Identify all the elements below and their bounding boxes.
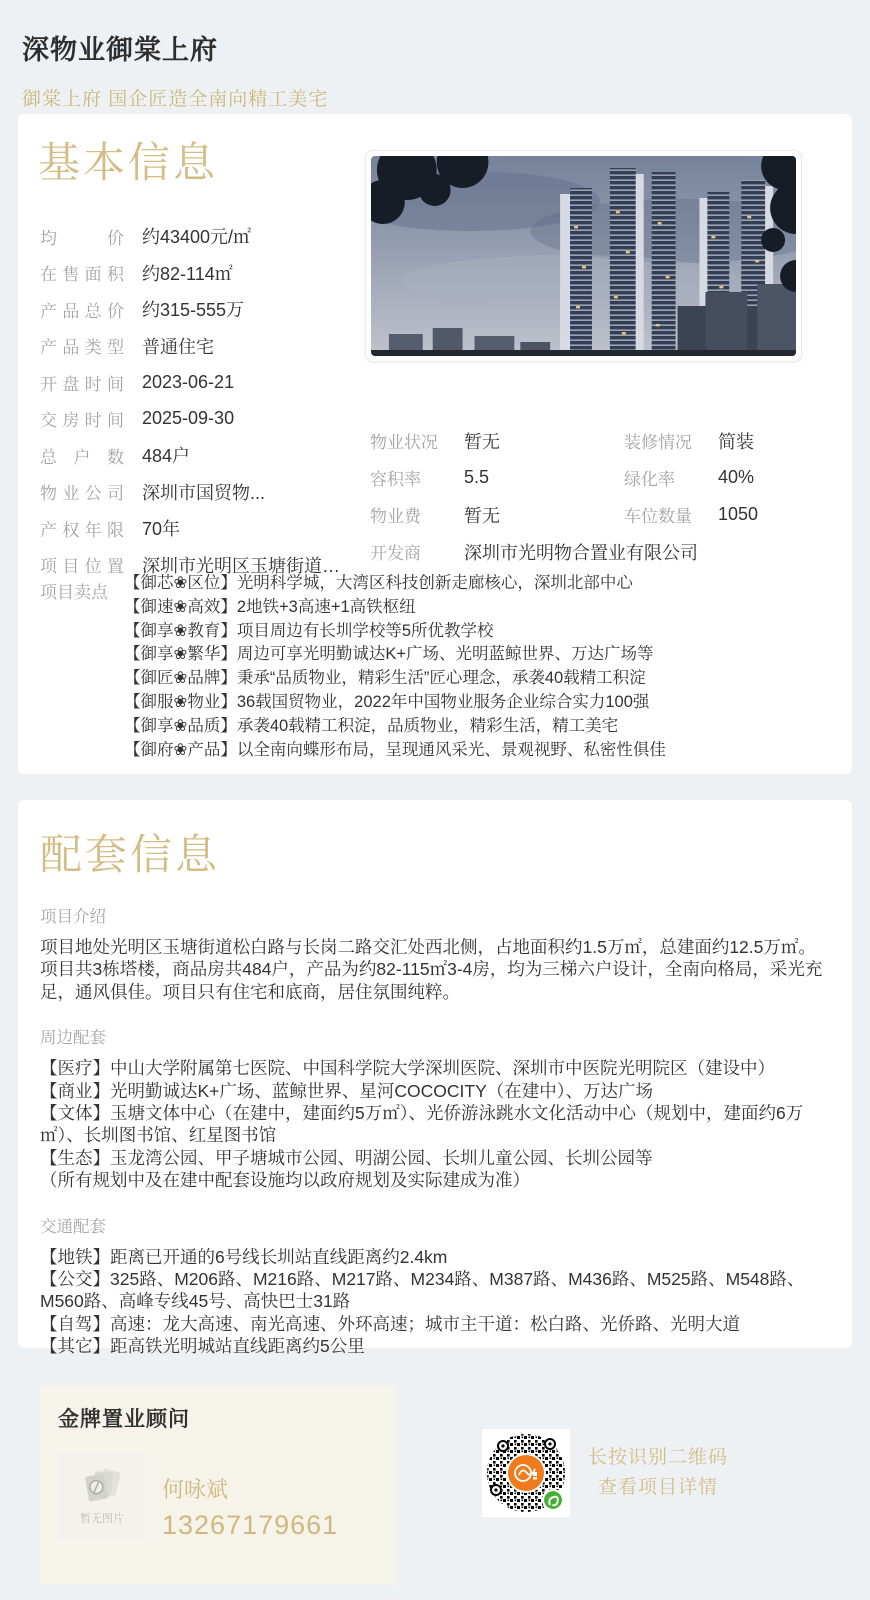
advisor-photo-placeholder	[58, 1453, 146, 1541]
selling-point: 【御匠❀品牌】秉承“品质物业，精彩生活”匠心理念，承袭40载精工积淀	[124, 669, 646, 688]
no-image-icon	[80, 1468, 124, 1506]
selling-point: 【御享❀教育】项目周边有长圳学校等5所优教学校	[124, 621, 494, 640]
transport-item: 【自驾】高速：龙大高速、南光高速、外环高速；城市主干道：松白路、光侨路、光明大道	[40, 1313, 740, 1334]
selling-point: 【御速❀高效】2地铁+3高速+1高铁枢纽	[124, 597, 416, 616]
qr-code[interactable]	[482, 1429, 570, 1517]
qr-code-render	[482, 1429, 570, 1517]
page-title: 深物业御棠上府	[22, 35, 218, 65]
selling-point: 【御府❀产品】以全南向蝶形布局，呈现通风采光、景观视野、私密性俱佳	[124, 740, 666, 759]
selling-point: 【御享❀繁华】周边可享光明勤诚达K+广场、光明蓝鲸世界、万达广场等	[124, 645, 654, 664]
info-value: 约82-114㎡	[142, 263, 233, 284]
info-value: 484户	[142, 446, 191, 467]
info-value: 40%	[718, 467, 755, 487]
selling-point: 【御服❀物业】36载国贸物业，2022年中国物业服务企业综合实力100强	[124, 692, 650, 711]
selling-points-list	[124, 572, 834, 762]
info-label: 在售面积	[40, 265, 124, 285]
nearby-section-label: 周边配套	[40, 1029, 106, 1048]
advisor-identity	[162, 1473, 338, 1541]
nearby-item: 【医疗】中山大学附属第七医院、中国科学院大学深圳医院、深圳市中医院光明院区（建设中）	[40, 1058, 775, 1079]
info-label: 均价	[40, 228, 124, 248]
info-label: 交房时间	[40, 411, 124, 431]
info-row	[40, 364, 360, 401]
info-row	[40, 255, 360, 292]
intro-paragraph: 项目地处光明区玉塘街道松白路与长岗二路交汇处西北侧，占地面积约1.5万㎡，总建面约12.5万㎡。项目共3栋塔楼，商品房共484户，产品为约82-115㎡3-4房，均为三梯六户设计，全南向格局，采光充足，通风俱佳。项目只有住宅和底商，居住氛围纯粹。	[40, 937, 823, 1002]
info-label: 物业状况	[370, 433, 438, 452]
info-label: 产品类型	[40, 338, 124, 358]
info-label: 开盘时间	[40, 374, 124, 394]
developer-value: 深圳市光明物合置业有限公司	[464, 542, 698, 563]
transport-section-text	[40, 1246, 830, 1358]
info-value: 1050	[718, 504, 759, 524]
info-value: 深圳市光明区玉塘街道…	[142, 555, 340, 576]
advisor-name: 何咏斌	[162, 1477, 229, 1502]
advisor-phone[interactable]: 13267179661	[162, 1510, 339, 1540]
info-value: 普通住宅	[142, 336, 214, 357]
nearby-item: 【商业】光明勤诚达K+广场、蓝鲸世界、星河COCOCITY（在建中）、万达广场	[40, 1080, 654, 1101]
nearby-item: 【生态】玉龙湾公园、甲子塘城市公园、明湖公园、长圳儿童公园、长圳公园等	[40, 1147, 653, 1168]
info-label: 物业公司	[40, 484, 124, 504]
qr-caption-line1: 长按识别二维码	[588, 1447, 729, 1468]
info-value: 5.5	[464, 467, 490, 487]
info-row	[40, 291, 360, 328]
no-image-text: 暂无图片	[80, 1513, 124, 1525]
selling-points-label: 项目卖点	[40, 583, 108, 602]
info-value: 约43400元/㎡	[142, 227, 252, 248]
basic-info-left-rows	[40, 218, 360, 583]
info-label: 绿化率	[624, 470, 675, 489]
info-row	[40, 328, 360, 365]
info-value: 70年	[142, 519, 181, 540]
nearby-item: （所有规划中及在建中配套设施均以政府规划及实际建成为准）	[40, 1170, 530, 1191]
info-value: 2023-06-21	[142, 371, 235, 392]
info-value: 暂无	[464, 505, 500, 526]
intro-section-label: 项目介绍	[40, 908, 106, 926]
basic-info-heading: 基本信息	[38, 139, 219, 186]
info-value: 深圳市国贸物...	[142, 482, 266, 503]
selling-point: 【御芯❀区位】光明科学城，大湾区科技创新走廊核心，深圳北部中心	[124, 574, 633, 592]
transport-item: 【其它】距高铁光明城站直线距离约5公里	[40, 1336, 365, 1357]
info-label: 项目位置	[40, 557, 124, 577]
info-label: 产品总价	[40, 301, 124, 321]
amenities-card	[18, 800, 852, 1357]
transport-section-label: 交通配套	[40, 1217, 106, 1236]
info-label: 容积率	[370, 470, 421, 489]
basic-info-card	[18, 114, 852, 774]
advisor-heading: 金牌置业顾问	[58, 1408, 190, 1431]
basic-info-right-rows	[370, 422, 840, 570]
info-row	[40, 218, 360, 255]
advisor-card	[40, 1385, 396, 1585]
nearby-section-text	[40, 1057, 830, 1191]
developer-label: 开发商	[370, 544, 421, 563]
property-photo-render	[371, 156, 796, 356]
selling-points-label-wrap	[40, 578, 126, 603]
info-label: 装修情况	[624, 433, 692, 452]
qr-caption-line2: 查看项目详情	[598, 1477, 719, 1498]
selling-point: 【御享❀品质】承袭40载精工积淀，品质物业，精彩生活，精工美宅	[124, 716, 619, 735]
info-row	[40, 401, 360, 438]
qr-caption	[588, 1443, 728, 1503]
info-label: 产权年限	[40, 520, 124, 540]
transport-item: 【公交】325路、M206路、M216路、M217路、M234路、M387路、M436路、M525路、M548路、M560路、高峰专线45号、高快巴士31路	[40, 1269, 805, 1312]
info-label: 物业费	[370, 507, 421, 526]
info-value: 简装	[718, 431, 754, 452]
info-label: 车位数量	[624, 507, 692, 526]
property-photo[interactable]	[365, 150, 802, 362]
info-value: 约315-555万	[142, 300, 245, 321]
info-value: 暂无	[464, 431, 500, 452]
info-row	[40, 437, 360, 474]
intro-section-text	[40, 936, 830, 1003]
info-label: 总户数	[40, 447, 124, 467]
page-subtitle: 御棠上府 国企匠造全南向精工美宅	[22, 89, 329, 110]
transport-item: 【地铁】距离已开通的6号线长圳站直线距离约2.4km	[40, 1246, 448, 1267]
qr-section	[482, 1429, 728, 1517]
amenities-heading: 配套信息	[40, 831, 221, 878]
info-row	[40, 474, 360, 511]
info-value: 2025-09-30	[142, 408, 235, 429]
nearby-item: 【文体】玉塘文体中心（在建中，建面约5万㎡）、光侨游泳跳水文化活动中心（规划中，建面约6万㎡）、长圳图书馆、红星图书馆	[40, 1103, 804, 1146]
info-row	[40, 510, 360, 547]
